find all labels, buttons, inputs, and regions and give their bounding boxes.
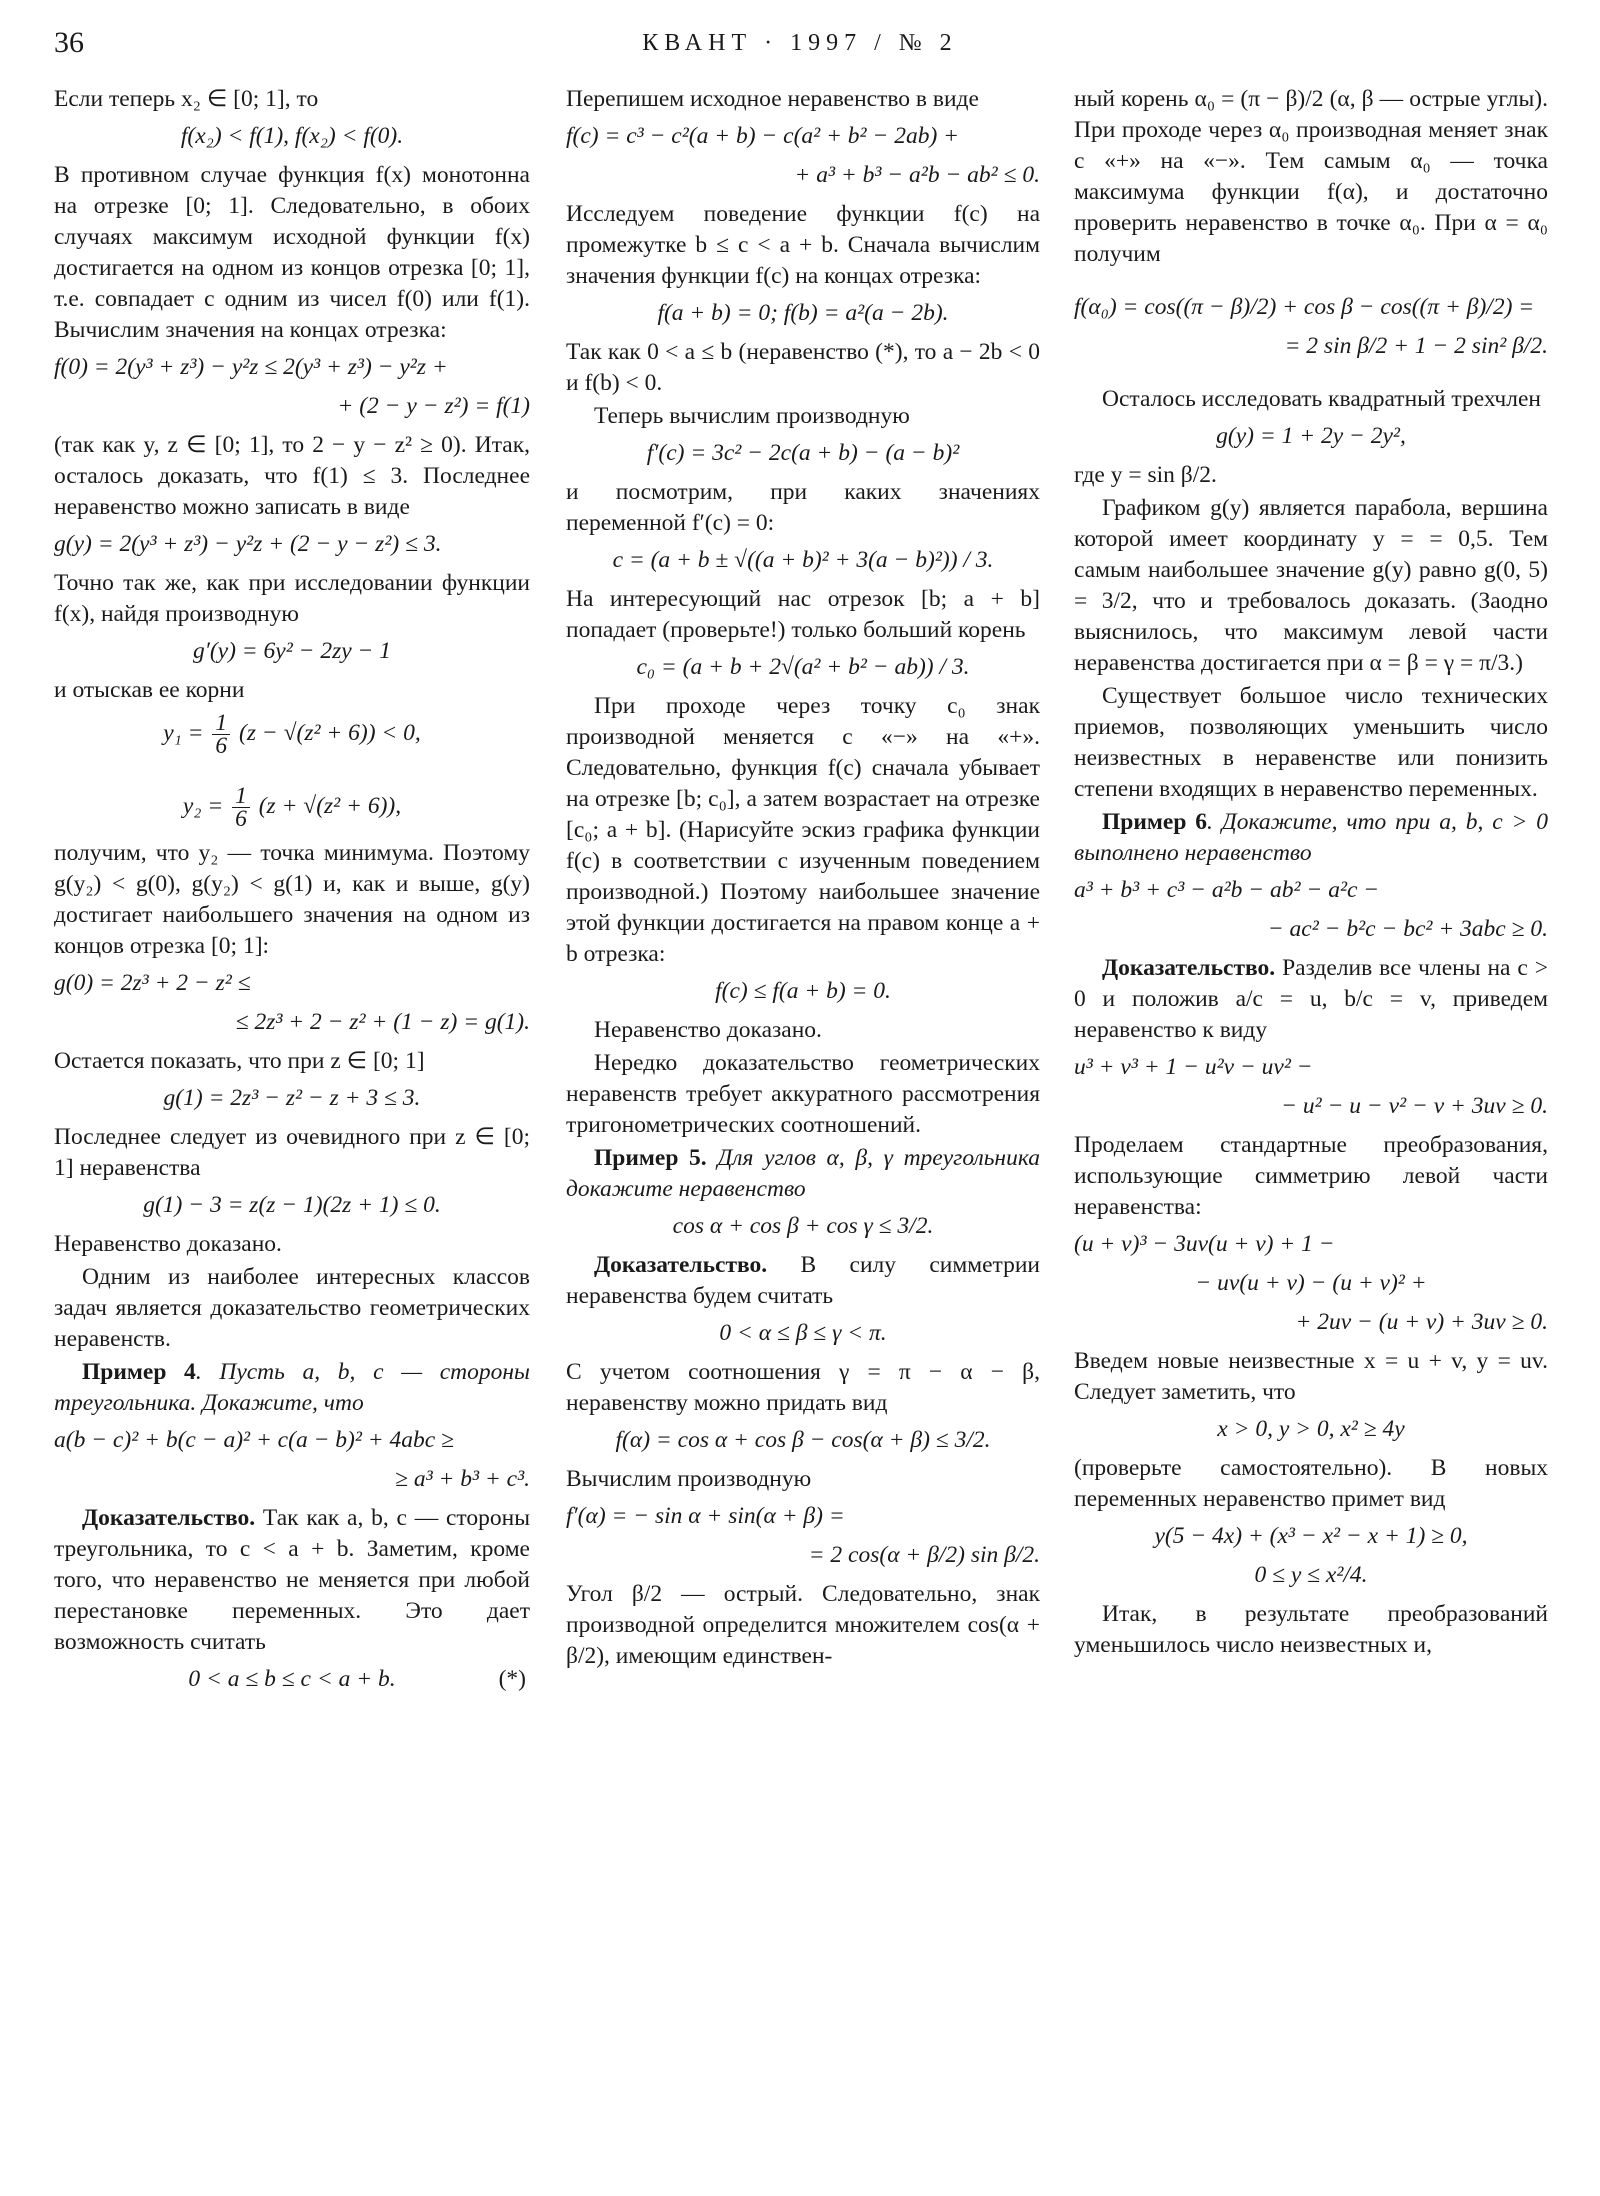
paragraph: Так как 0 < a ≤ b (неравенство (*), то a − 2b < 0 и f(b) < 0. <box>566 339 1040 396</box>
proof-paragraph <box>1074 953 1548 1046</box>
formula: f(0) = 2(y³ + z³) − y²z ≤ 2(y³ + z³) − y²z + <box>54 354 448 380</box>
equation-tag: (*) <box>498 1666 526 1692</box>
fraction-denominator: 6 <box>235 806 247 832</box>
paragraph: Последнее следует из очевидного при z ∈ [0; 1] неравенства <box>54 1124 530 1181</box>
formula: g′(y) = 6y² − 2zy − 1 <box>192 638 392 664</box>
formula: g(y) = 2(y³ + z³) − y²z + (2 − y − z²) ≤ 3. <box>54 531 442 557</box>
paragraph: Неравенство доказано. <box>594 1017 822 1043</box>
formula: 0 ≤ y ≤ x²/4. <box>1254 1562 1368 1588</box>
column-2 <box>566 84 1040 1674</box>
proof-paragraph <box>566 1250 1040 1312</box>
proof-text: Разделив все члены на c > 0 и положив a/c = u, b/c = v, приведем неравенство к виду <box>1074 955 1548 1043</box>
proof-label: Доказательство. <box>1102 955 1276 981</box>
formula-star <box>54 1664 530 1695</box>
example-label: Пример 6 <box>1102 809 1208 835</box>
proof-label: Доказательство. <box>594 1252 768 1278</box>
fraction <box>232 785 250 830</box>
column-1 <box>54 84 530 1703</box>
formula: f(x₂) < f(1), f(x₂) < f(0). <box>180 123 404 149</box>
formula: f′(α) = − sin α + sin(α + β) = <box>566 1503 845 1529</box>
proof-paragraph <box>54 1503 530 1658</box>
paragraph: Остается показать, что при z ∈ [0; 1] <box>54 1048 425 1074</box>
proof-text: Так как a, b, c — стороны треугольника, то c < a + b. Заметим, кроме того, что неравенство не меняется при любой перестановке переменных. Это дает возможность считать <box>54 1505 530 1655</box>
paragraph: и посмотрим, при каких значениях переменной f′(c) = 0: <box>566 479 1040 536</box>
formula: + 2uv − (u + v) + 3uv ≥ 0. <box>1295 1309 1548 1335</box>
formula: g(0) = 2z³ + 2 − z² ≤ <box>54 970 251 996</box>
example-statement: Для углов α, β, γ треугольника докажите неравенство <box>566 1145 1040 1202</box>
formula: f′(c) = 3c² − 2c(a + b) − (a − b)² <box>646 440 960 466</box>
example-5 <box>566 1143 1040 1205</box>
formula: ≥ a³ + b³ + c³. <box>395 1466 530 1492</box>
fraction-numerator: 1 <box>212 712 230 735</box>
page-header <box>54 26 1546 66</box>
paragraph: Нередко доказательство геометрических неравенств требует аккуратного рассмотрения тригонометрических соотношений. <box>566 1050 1040 1138</box>
formula: a(b − c)² + b(c − a)² + c(a − b)² + 4abc ≥ <box>54 1427 454 1453</box>
formula: y(5 − 4x) + (x³ − x² − x + 1) ≥ 0, <box>1154 1523 1468 1549</box>
formula-root-y1 <box>54 712 530 757</box>
formula: x > 0, y > 0, x² ≥ 4y <box>1217 1416 1405 1442</box>
formula-part: y₂ = <box>182 792 224 819</box>
formula: − ac² − b²c − bc² + 3abc ≥ 0. <box>1267 916 1548 942</box>
paragraph: Точно так же, как при исследовании функции f(x), найдя производную <box>54 570 530 627</box>
formula: 0 < α ≤ β ≤ γ < π. <box>719 1320 887 1346</box>
paragraph: Осталось исследовать квадратный трехчлен <box>1102 386 1541 412</box>
formula: f(c) ≤ f(a + b) = 0. <box>715 978 891 1004</box>
formula: cos α + cos β + cos γ ≤ 3/2. <box>672 1213 934 1239</box>
journal-title: КВАНТ · 1997 / № 2 <box>642 30 958 56</box>
formula: a³ + b³ + c³ − a²b − ab² − a²c − <box>1074 877 1380 903</box>
page-number: 36 <box>54 26 84 59</box>
formula: − uv(u + v) − (u + v)² + <box>1195 1270 1427 1296</box>
formula: g(1) = 2z³ − z² − z + 3 ≤ 3. <box>163 1085 421 1111</box>
paragraph: Неравенство доказано. <box>54 1231 282 1257</box>
fraction-numerator: 1 <box>232 785 250 808</box>
formula: f(α₀) = cos((π − β)/2) + cos β − cos((π + β)/2) = <box>1074 294 1535 320</box>
paragraph: Перепишем исходное неравенство в виде <box>566 86 979 112</box>
example-6 <box>1074 807 1548 869</box>
paragraph: Теперь вычислим производную <box>594 403 910 429</box>
paragraph: В противном случае функция f(x) монотонна на отрезке [0; 1]. Следовательно, в обоих случаях максимум исходной функции f(x) достигается на одном из концов отрезка [0; 1], т.е. совпадает с одним из чисел f(0) или f(1). Вычислим значения на концах отрезка: <box>54 162 530 343</box>
formula-part: (z − √(z² + 6)) < 0, <box>239 719 421 746</box>
formula: + (2 − y − z²) = f(1) <box>337 393 530 419</box>
paragraph: где y = sin β/2. <box>1074 462 1217 488</box>
paragraph: Угол β/2 — острый. Следовательно, знак производной определится множителем cos(α + β/2), имеющим единствен- <box>566 1581 1040 1669</box>
paragraph: При проходе через точку c₀ знак производной меняется с «−» на «+». Следовательно, функция f(c) сначала убывает на отрезке [b; c₀], а затем возрастает на отрезке [c₀; a + b]. (Нарисуйте эскиз графика функции f(c) в соответствии с изученным поведением производной.) Поэтому наибольшее значение этой функции достигается на правом конце a + b отрезка: <box>566 693 1040 967</box>
paragraph: На интересующий нас отрезок [b; a + b] попадает (проверьте!) только больший корень <box>566 586 1040 643</box>
paragraph: С учетом соотношения γ = π − α − β, неравенству можно придать вид <box>566 1359 1040 1416</box>
paragraph: получим, что y₂ — точка минимума. Поэтому g(y₂) < g(0), g(y₂) < g(1) и, как и выше, g(y) достигает наибольшего значения на одном из концов отрезка [0; 1]: <box>54 840 530 959</box>
formula-part: 0 < a ≤ b ≤ c < a + b. <box>188 1666 396 1692</box>
formula: f(c) = c³ − c²(a + b) − c(a² + b² − 2ab) + <box>566 123 960 149</box>
example-4 <box>54 1357 530 1419</box>
formula: f(a + b) = 0; f(b) = a²(a − 2b). <box>657 300 949 326</box>
paragraph: Графиком g(y) является парабола, вершина которой имеет координату y = = 0,5. Тем самым наибольшее значение g(y) равно g(0, 5) = 3/2, что и требовалось доказать. (Заодно выяснилось, что максимум левой части неравенства достигается при α = β = γ = π/3.) <box>1074 495 1548 676</box>
example-statement: . Докажите, что при a, b, c > 0 выполнено неравенство <box>1074 809 1548 866</box>
proof-label: Доказательство. <box>82 1505 256 1531</box>
formula: c₀ = (a + b + 2√(a² + b² − ab)) / 3. <box>636 654 970 680</box>
paragraph: Существует большое число технических приемов, позволяющих уменьшить число неизвестных в неравенстве или понизить степени входящих в неравенство переменных. <box>1074 683 1548 802</box>
formula-part: (z + √(z² + 6)), <box>258 792 402 819</box>
example-label: Пример 5. <box>594 1145 707 1171</box>
paragraph: Вычислим производную <box>566 1466 812 1492</box>
paragraph: и отыскав ее корни <box>54 677 245 703</box>
formula: ≤ 2z³ + 2 − z² + (1 − z) = g(1). <box>235 1009 530 1035</box>
formula: (u + v)³ − 3uv(u + v) + 1 − <box>1074 1231 1335 1257</box>
paragraph: (проверьте самостоятельно). В новых переменных неравенство примет вид <box>1074 1455 1548 1512</box>
formula: f(α) = cos α + cos β − cos(α + β) ≤ 3/2. <box>615 1427 991 1453</box>
paragraph: Исследуем поведение функции f(c) на промежутке b ≤ c < a + b. Сначала вычислим значения функции f(c) на концах отрезка: <box>566 201 1040 289</box>
fraction-denominator: 6 <box>215 733 228 759</box>
example-statement: . Пусть a, b, c — стороны треугольника. Докажите, что <box>54 1359 530 1416</box>
column-3 <box>1074 84 1548 1663</box>
paragraph: Итак, в результате преобразований уменьшилось число неизвестных и, <box>1074 1601 1548 1658</box>
formula: c = (a + b ± √((a + b)² + 3(a − b)²)) / 3. <box>612 547 994 573</box>
formula: g(1) − 3 = z(z − 1)(2z + 1) ≤ 0. <box>143 1192 441 1218</box>
example-label: Пример 4 <box>82 1359 196 1385</box>
formula: u³ + v³ + 1 − u²v − uv² − <box>1074 1054 1313 1080</box>
formula: = 2 cos(α + β/2) sin β/2. <box>808 1542 1040 1568</box>
formula-part: y₁ = <box>163 719 204 746</box>
formula-root-y2 <box>54 785 530 830</box>
formula: − u² − u − v² − v + 3uv ≥ 0. <box>1281 1093 1548 1119</box>
paragraph: Одним из наиболее интересных классов задач является доказательство геометрических неравенств. <box>54 1264 530 1352</box>
fraction <box>212 712 230 757</box>
paragraph: Проделаем стандартные преобразования, использующие симметрию левой части неравенства: <box>1074 1132 1548 1220</box>
paragraph: ный корень α₀ = (π − β)/2 (α, β — острые углы). При проходе через α₀ производная меняет знак с «+» на «−». Тем самым α₀ — точка максимума функции f(α), и достаточно проверить неравенство в точке α₀. При α = α₀ получим <box>1074 86 1548 267</box>
formula: + a³ + b³ − a²b − ab² ≤ 0. <box>794 162 1040 188</box>
paragraph: Введем новые неизвестные x = u + v, y = uv. Следует заметить, что <box>1074 1348 1548 1405</box>
paragraph: (так как y, z ∈ [0; 1], то 2 − y − z² ≥ 0). Итак, осталось доказать, что f(1) ≤ 3. Последнее неравенство можно записать в виде <box>54 432 530 520</box>
paragraph: Если теперь x₂ ∈ [0; 1], то <box>54 86 319 112</box>
formula: = 2 sin β/2 + 1 − 2 sin² β/2. <box>1284 333 1548 359</box>
proof-text: В силу симметрии неравенства будем считать <box>566 1252 1040 1309</box>
formula: g(y) = 1 + 2y − 2y², <box>1216 423 1406 449</box>
